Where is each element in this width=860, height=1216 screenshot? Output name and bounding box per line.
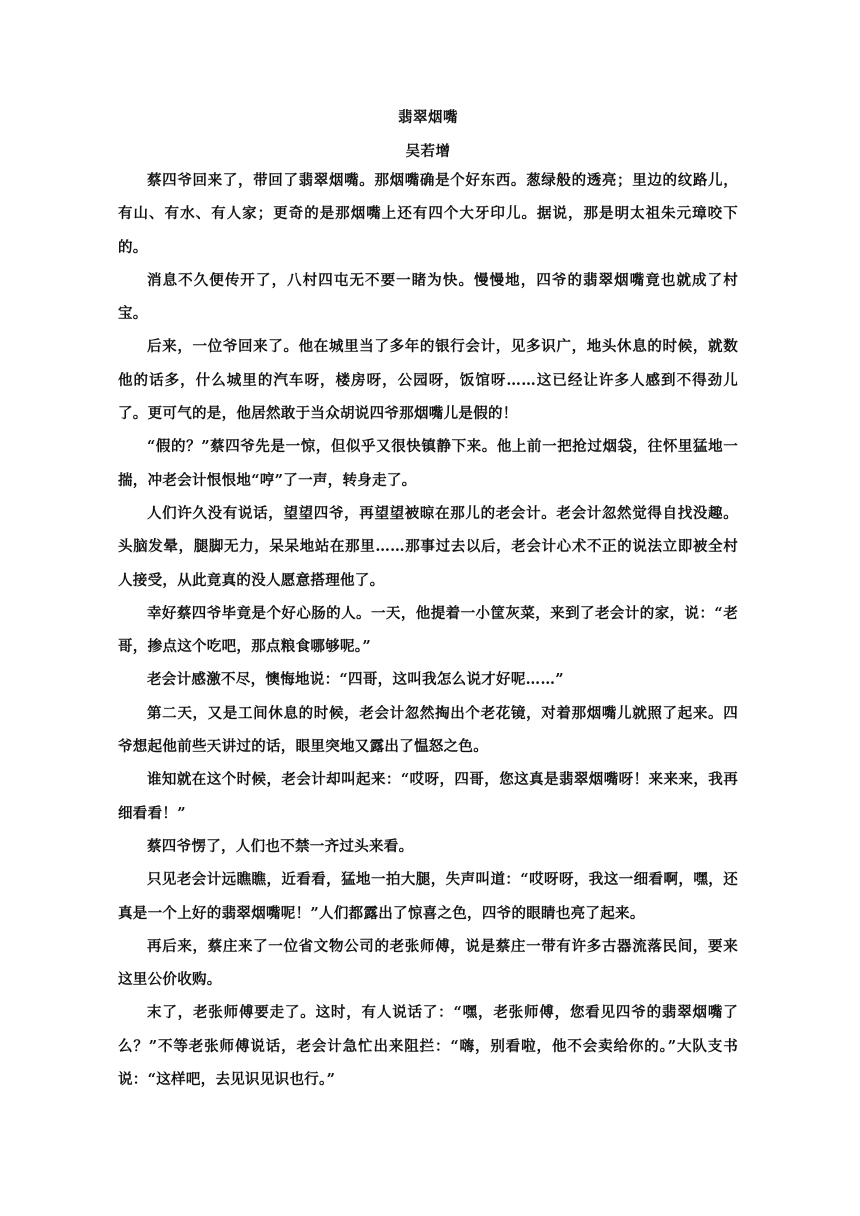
paragraph: 第二天，又是工间休息的时候，老会计忽然掏出个老花镜，对着那烟嘴儿就照了起来。四爷想起他前些天讲过的话，眼里突地又露出了愠怒之色。 — [118, 704, 738, 756]
story-title: 翡翠烟嘴 — [398, 109, 458, 126]
paragraph: “假的？”蔡四爷先是一惊，但似乎又很快镇静下来。他上前一把抢过烟袋，往怀里猛地一揣，冲老会计恨恨地“哼”了一声，转身走了。 — [118, 438, 738, 489]
paragraph: 末了，老张师傅要走了。这时，有人说话了：“嘿，老张师傅，您看见四爷的翡翠烟嘴了么？”不等老张师傅说话，老会计急忙出来阻拦：“嗨，别看啦，他不会卖给你的。”大队支书说：“这样吧，去见识见识也行。” — [118, 1004, 738, 1089]
paragraph: 蔡四爷回来了，带回了翡翠烟嘴。那烟嘴确是个好东西。葱绿般的透亮；里边的纹路儿，有山、有水、有人家；更奇的是那烟嘴上还有四个大牙印儿。据说，那是明太祖朱元璋咬下的。 — [118, 172, 738, 256]
paragraph: 再后来，蔡庄来了一位省文物公司的老张师傅，说是蔡庄一带有许多古器流落民间，要来这里公价收购。 — [118, 937, 738, 989]
paragraph: 幸好蔡四爷毕竟是个好心肠的人。一天，他提着一小筐灰菜，来到了老会计的家，说：“老哥，掺点这个吃吧，那点粮食哪够呢。” — [118, 604, 738, 656]
document-page — [118, 108, 738, 1096]
paragraph: 只见老会计远瞧瞧，近看看，猛地一拍大腿，失声叫道：“哎呀呀，我这一细看啊，嘿，还真是一个上好的翡翠烟嘴呢！”人们都露出了惊喜之色，四爷的眼睛也亮了起来。 — [118, 871, 738, 922]
story-author: 吴若增 — [405, 143, 451, 160]
paragraph: 老会计感激不尽，懊悔地说：“四哥，这叫我怎么说才好呢……” — [147, 671, 564, 689]
paragraph: 谁知就在这个时候，老会计却叫起来：“哎呀，四哥，您这真是翡翠烟嘴呀！来来来，我再细看看！” — [118, 771, 738, 822]
paragraph: 消息不久便传开了，八村四屯无不要一睹为快。慢慢地，四爷的翡翠烟嘴竟也就成了村宝。 — [118, 271, 738, 323]
paragraph: 后来，一位爷回来了。他在城里当了多年的银行会计，见多识广，地头休息的时候，就数他的话多，什么城里的汽车呀，楼房呀，公园呀，饭馆呀……这已经让许多人感到不得劲儿了。更可气的是，他居然敢于当众胡说四爷那烟嘴儿是假的！ — [118, 338, 738, 423]
paragraph: 蔡四爷愣了，人们也不禁一齐过头来看。 — [147, 837, 414, 855]
paragraph: 人们许久没有说话，望望四爷，再望望被晾在那儿的老会计。老会计忽然觉得自找没趣。头脑发晕，腿脚无力，呆呆地站在那里……那事过去以后，老会计心术不正的说法立即被全村人接受，从此竟真的没人愿意搭理他了。 — [118, 504, 738, 589]
